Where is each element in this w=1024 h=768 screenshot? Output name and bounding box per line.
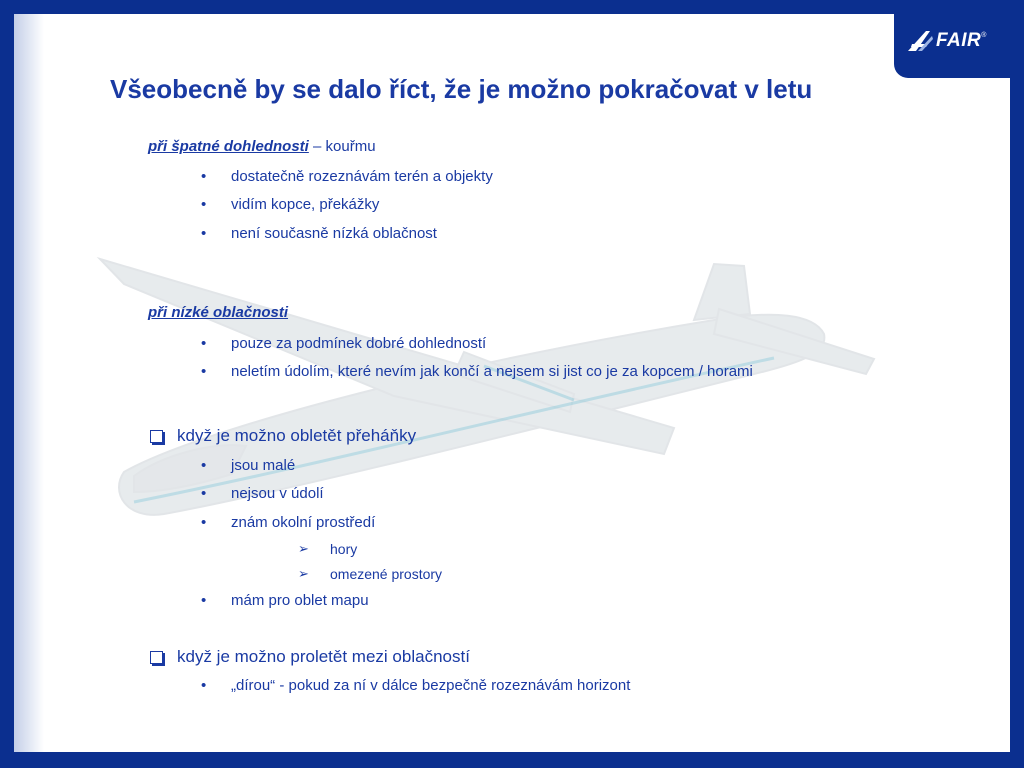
bullet-icon: • (201, 457, 207, 474)
section-3-heading: když je možno obletět přeháňky (177, 426, 417, 445)
section-4-heading-row (150, 647, 470, 667)
bullet-icon: • (201, 363, 207, 380)
bullet-text: „dírou“ - pokud za ní v dálce bezpečně rozeznávám horizont (231, 677, 631, 694)
section-3-bullet-4 (201, 592, 369, 609)
subitem-text: hory (330, 541, 358, 557)
bullet-icon: • (201, 196, 207, 213)
bullet-text: mám pro oblet mapu (231, 592, 369, 609)
bullet-text: vidím kopce, překážky (231, 196, 380, 213)
bullet-text: jsou malé (231, 457, 296, 474)
section-2-heading-row (148, 304, 288, 322)
section-3-subitem-2 (298, 566, 442, 582)
section-4-heading: když je možno proletět mezi oblačností (177, 647, 470, 666)
arrow-bullet-icon: ➢ (298, 541, 309, 556)
checkbox-bullet-icon (150, 430, 163, 443)
slide-title: Všeobecně by se dalo říct, že je možno pokračovat v letu (110, 74, 813, 104)
section-2-bullet-1 (201, 335, 486, 352)
bullet-icon: • (201, 677, 207, 694)
fair-wing-logo-icon (906, 30, 934, 52)
checkbox-bullet-icon (150, 651, 163, 664)
bullet-icon: • (201, 335, 207, 352)
section-1-heading-suffix: – kouřmu (308, 138, 376, 155)
section-1-bullet-2 (201, 196, 379, 213)
bullet-text: znám okolní prostředí (231, 514, 376, 531)
bullet-icon: • (201, 225, 207, 242)
section-1-bullet-3 (201, 225, 437, 242)
logo-tab (894, 14, 1010, 78)
section-3-heading-row (150, 426, 416, 446)
logo-text: FAIR (936, 30, 982, 51)
section-3-bullet-2 (201, 485, 324, 502)
section-4-bullet-1 (201, 677, 630, 694)
airplane-background-image (14, 14, 1010, 752)
logo-registered-mark: ® (981, 31, 987, 39)
bullet-icon: • (201, 514, 207, 531)
section-3-bullet-3 (201, 514, 375, 531)
bullet-text: neletím údolím, které nevím jak končí a nejsem si jist co je za kopcem / horami (231, 363, 753, 380)
section-1-heading: při špatné dohlednosti (148, 138, 309, 155)
bullet-icon: • (201, 168, 207, 185)
section-1-heading-row (148, 138, 376, 156)
bullet-icon: • (201, 592, 207, 609)
company-logo (906, 30, 986, 52)
bullet-icon: • (201, 485, 207, 502)
slide-content-area (14, 14, 1010, 752)
section-1-bullet-1 (201, 168, 493, 185)
bullet-text: nejsou v údolí (231, 485, 324, 502)
section-2-bullet-2 (201, 363, 753, 380)
bullet-text: dostatečně rozeznávám terén a objekty (231, 168, 493, 185)
bullet-text: není současně nízká oblačnost (231, 225, 437, 242)
bullet-text: pouze za podmínek dobré dohledností (231, 335, 487, 352)
arrow-bullet-icon: ➢ (298, 566, 309, 581)
section-3-bullet-1 (201, 457, 295, 474)
section-3-subitem-1 (298, 541, 357, 557)
subitem-text: omezené prostory (330, 566, 443, 582)
section-2-heading: při nízké oblačnosti (148, 304, 289, 321)
